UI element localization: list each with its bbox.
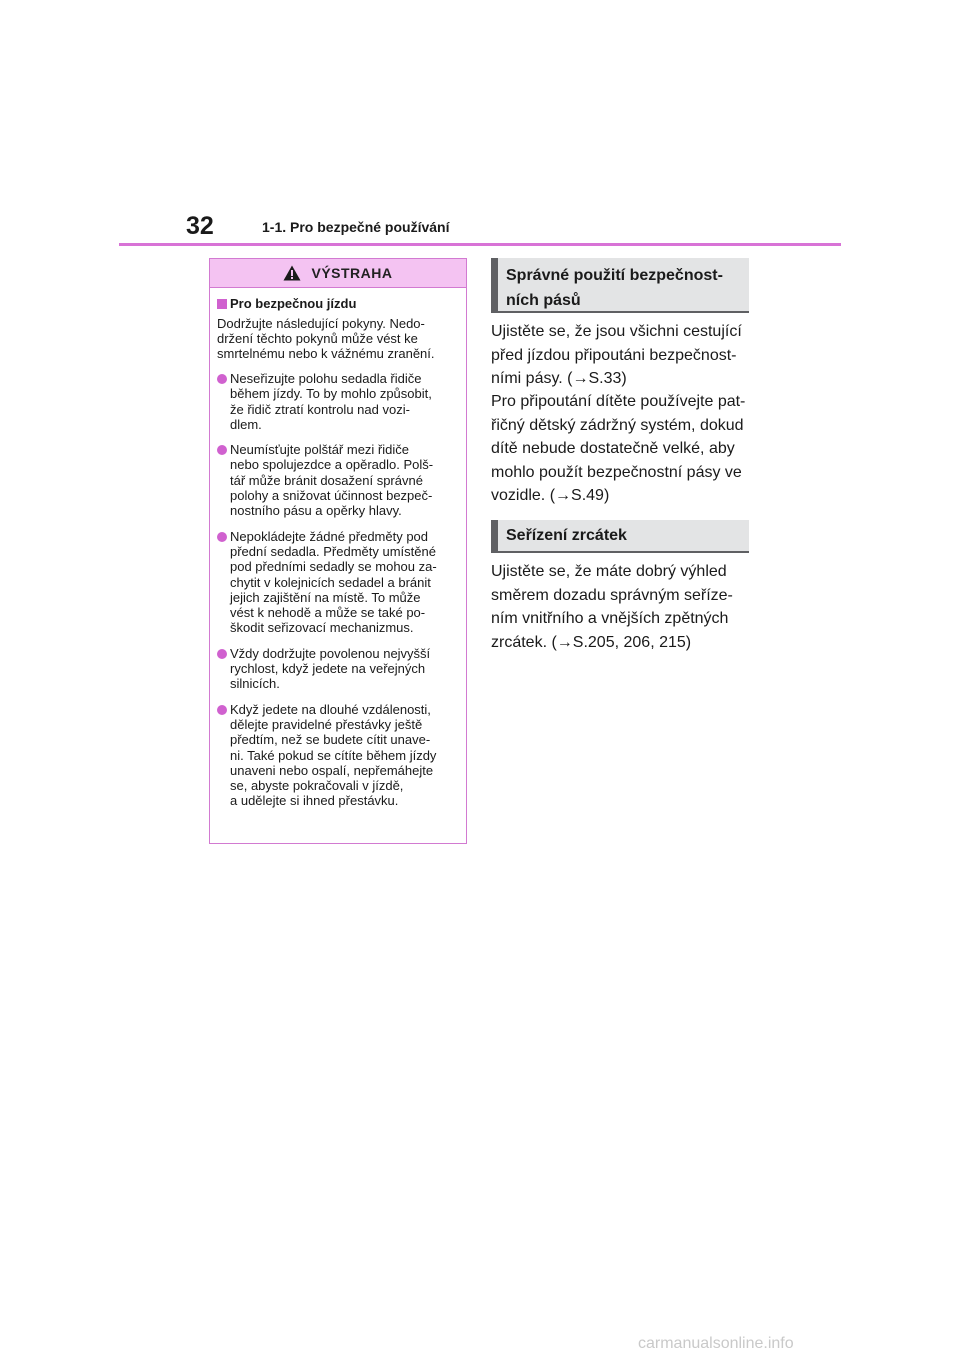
text-line: polohy a snižovat účinnost bezpeč- — [230, 488, 433, 504]
section-heading-mirrors — [491, 520, 749, 553]
warning-item-text — [230, 702, 436, 809]
circle-bullet-icon — [217, 532, 227, 542]
warning-list-item — [217, 529, 459, 636]
text-line: smrtelnému nebo k vážnému zranění. — [217, 346, 435, 361]
warning-list-item — [217, 371, 459, 432]
text-line: Vždy dodržujte povolenou nejvyšší — [230, 645, 431, 661]
section-heading-seatbelts — [491, 258, 749, 313]
text-line: držení těchto pokynů může vést ke — [217, 331, 418, 346]
watermark: carmanualsonline.info — [638, 1335, 794, 1352]
warning-intro — [217, 316, 459, 361]
text-line: dlem. — [230, 416, 262, 432]
text-line: že řidič ztratí kontrolu nad vozi- — [230, 401, 410, 417]
text-line: mohlo použít bezpečnostní pásy ve — [491, 463, 742, 481]
text-line: Neseřizujte polohu sedadla řidiče — [230, 371, 422, 386]
warning-item-text — [230, 442, 433, 518]
text-line: a udělejte si ihned přestávku. — [230, 793, 399, 809]
text-line: nostního pásu a opěrky hlavy. — [230, 503, 402, 519]
warning-header — [210, 259, 466, 288]
warning-triangle-icon — [283, 265, 301, 281]
text-line: dělejte pravidelné přestávky ještě — [230, 716, 423, 732]
text-line: se, abyste pokračovali v jízdě, — [230, 778, 404, 794]
warning-item-text — [230, 646, 430, 692]
text-line: unaveni nebo ospalí, nepřemáhejte — [230, 762, 434, 778]
text-line: ních pásů — [506, 292, 581, 309]
warning-body — [210, 288, 466, 809]
text-line: řičný dětský zádržný systém, dokud — [491, 416, 744, 434]
text-line: předtím, než se budete cítit unave- — [230, 732, 431, 748]
page-number: 32 — [186, 212, 214, 240]
warning-title: VÝSTRAHA — [311, 265, 393, 281]
header-rule — [119, 243, 841, 246]
text-line: dítě nebude dostatečně velké, aby — [491, 440, 735, 458]
warning-box — [209, 258, 467, 844]
text-line: silnicích. — [230, 676, 280, 692]
text-line: Když jedete na dlouhé vzdálenosti, — [230, 701, 431, 717]
text-line: Správné použití bezpečnost- — [506, 267, 723, 284]
warning-list-item — [217, 646, 459, 692]
warning-item-text — [230, 371, 432, 432]
text-line: chytit v kolejnicích sedadel a bránit — [230, 574, 431, 590]
text-line: Seřízení zrcátek — [506, 527, 627, 544]
text-line: škodit seřizovací mechanizmus. — [230, 620, 414, 636]
text-line: během jízdy. To by mohlo způsobit, — [230, 386, 432, 402]
text-line: přední sedadla. Předměty umístěné — [230, 543, 436, 559]
circle-bullet-icon — [217, 445, 227, 455]
text-line: jejich zajištění na místě. To může — [230, 589, 421, 605]
circle-bullet-icon — [217, 705, 227, 715]
text-line: ními pásy. (→S.33) — [491, 370, 627, 388]
text-line: nebo spolujezdce a opěradlo. Polš- — [230, 457, 434, 473]
square-bullet-icon — [217, 299, 227, 309]
text-line: Ujistěte se, že jsou všichni cestující — [491, 323, 742, 340]
circle-bullet-icon — [217, 374, 227, 384]
paragraph-seatbelts-1 — [491, 320, 761, 391]
text-line: vést k nehodě a může se také po- — [230, 605, 426, 621]
text-line: tář může bránit dosažení správné — [230, 472, 423, 488]
paragraph-mirrors — [491, 560, 761, 654]
paragraph-seatbelts-2 — [491, 390, 761, 508]
text-line: Pro připoutání dítěte používejte pat- — [491, 393, 746, 410]
warning-item-text — [230, 529, 437, 636]
warning-subheading-text: Pro bezpečnou jízdu — [230, 296, 357, 311]
text-line: Nepokládejte žádné předměty pod — [230, 528, 429, 544]
text-line: ním vnitřního a vnějších zpětných — [491, 610, 729, 628]
text-line: Neumísťujte polštář mezi řidiče — [230, 442, 409, 458]
warning-list — [217, 371, 459, 809]
chapter-title: 1-1. Pro bezpečné používání — [262, 219, 450, 235]
text-line: vozidle. (→S.49) — [491, 487, 610, 505]
text-line: rychlost, když jedete na veřejných — [230, 661, 426, 677]
text-line: Dodržujte následující pokyny. Nedo- — [217, 316, 425, 331]
circle-bullet-icon — [217, 649, 227, 659]
text-line: ni. Také pokud se cítíte během jízdy — [230, 747, 437, 763]
text-line: zrcátek. (→S.205, 206, 215) — [491, 633, 692, 651]
warning-list-item — [217, 702, 459, 809]
text-line: před jízdou připoutáni bezpečnost- — [491, 346, 737, 364]
text-line: pod předními sedadly se mohou za- — [230, 559, 437, 575]
warning-list-item — [217, 442, 459, 518]
text-line: Ujistěte se, že máte dobrý výhled — [491, 563, 727, 580]
text-line: směrem dozadu správným seříze- — [491, 586, 733, 604]
warning-subheading — [217, 296, 459, 311]
